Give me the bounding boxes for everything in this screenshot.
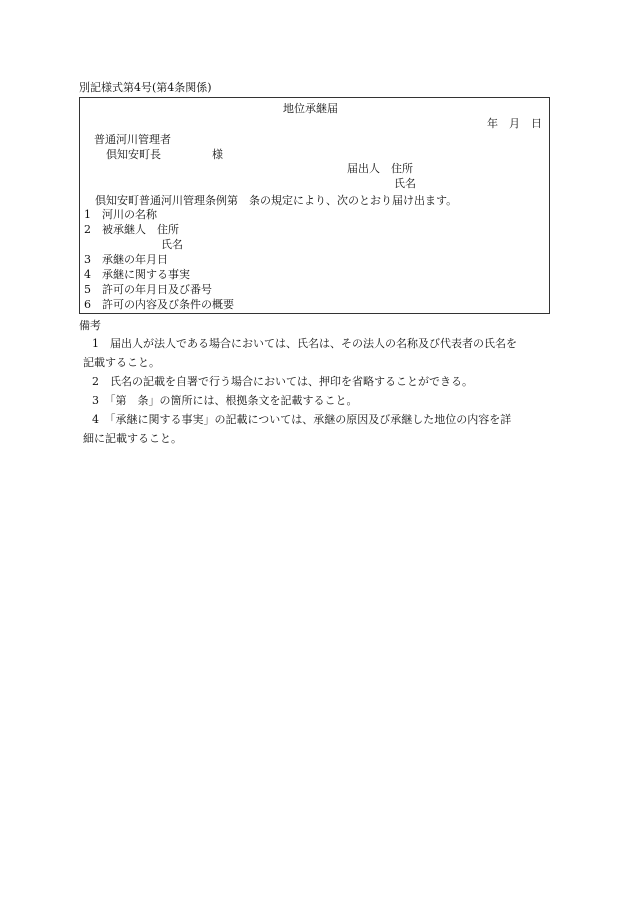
form-item: 5 許可の年月日及び番号: [84, 283, 212, 296]
date-line: 年 月 日: [487, 117, 542, 130]
form-statement: 倶知安町普通河川管理条例第 条の規定により、次のとおり届け出ます。: [95, 194, 458, 207]
form-item: 4 承継に関する事実: [84, 268, 190, 281]
notifier-name-label: 氏名: [394, 177, 416, 190]
note-line: 3 「第 条」の箇所には、根拠条文を記載すること。: [92, 394, 358, 407]
note-line: 細に記載すること。: [83, 432, 182, 445]
form-title: 地位承継届: [283, 102, 338, 115]
form-item: 1 河川の名称: [84, 208, 157, 221]
notifier-address-label: 届出人 住所: [347, 162, 413, 175]
note-line: 記載すること。: [83, 356, 160, 369]
form-item: 氏名: [161, 238, 183, 251]
note-line: 2 氏名の記載を自署で行う場合においては、押印を省略することができる。: [92, 375, 473, 388]
addressee-role: 普通河川管理者: [94, 133, 171, 146]
honorific: 様: [212, 148, 223, 161]
form-number-label: 別記様式第4号(第4条関係): [79, 81, 212, 94]
form-item: 2 被承継人 住所: [84, 223, 179, 236]
note-line: 1 届出人が法人である場合においては、氏名は、その法人の名称及び代表者の氏名を: [92, 337, 517, 350]
form-item: 3 承継の年月日: [84, 253, 168, 266]
note-line: 4 「承継に関する事実」の記載については、承継の原因及び承継した地位の内容を詳: [92, 413, 512, 426]
addressee-name: 倶知安町長: [106, 148, 161, 161]
notes-title: 備考: [79, 319, 101, 332]
form-item: 6 許可の内容及び条件の概要: [84, 298, 234, 311]
